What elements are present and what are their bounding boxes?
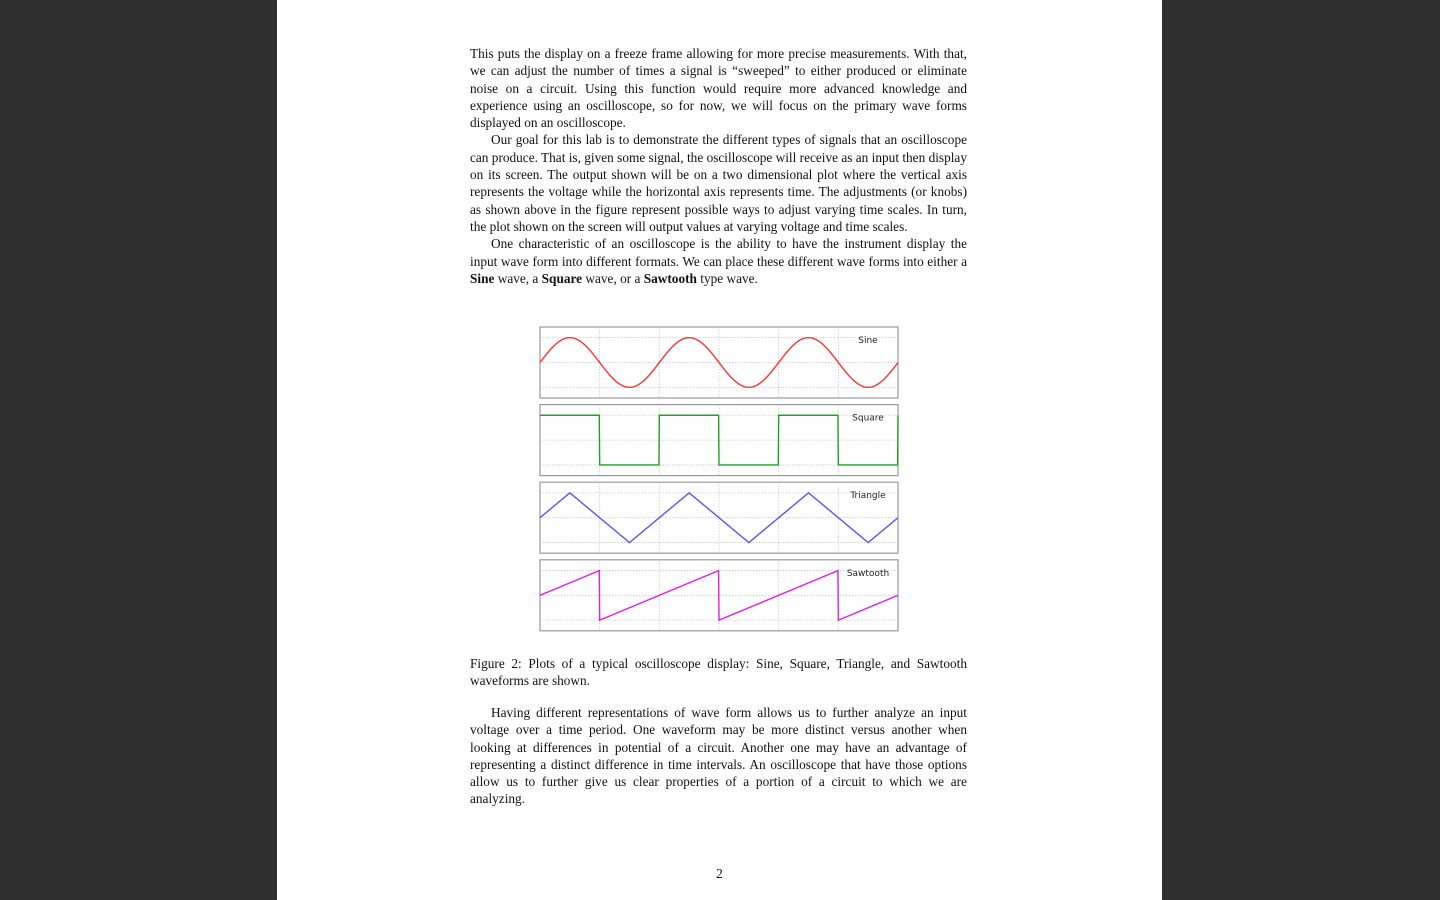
page-number: 2 xyxy=(716,866,723,881)
body-text-after-figure xyxy=(470,704,967,808)
paragraph-2: Our goal for this lab is to demonstrate the different types of signals that an oscilloscope can produce. That is, given some signal, the oscilloscope will receive as an input then display on its screen. The output shown will be on a two dimensional plot where the vertical axis represents the voltage while the horizontal axis represents time. The adjustments (or knobs) as shown above in the figure represent possible ways to adjust varying time scales. In turn, the plot shown on the screen will output values at varying voltage and time scales. xyxy=(470,132,967,234)
term-sawtooth: Sawtooth xyxy=(643,270,697,286)
paragraph-3 xyxy=(470,235,967,287)
panel-triangle xyxy=(540,482,898,553)
paragraph-1: This puts the display on a freeze frame allowing for more precise measurements. With that, we can adjust the number of times a signal is “sweeped” to either produced or eliminate noise on a circuit. Using this function would require more advanced knowledge and experience using an oscilloscope, so for now, we will focus on the primary wave forms displayed on an oscilloscope. xyxy=(470,46,967,131)
series-label-square: Square xyxy=(852,413,884,424)
paragraph-3-intro: One characteristic of an oscilloscope is the ability to have the instrument display the input wave form into different formats. We can place these different wave forms into either a xyxy=(470,236,967,269)
paragraph-3-end: type wave. xyxy=(700,270,758,286)
body-text xyxy=(470,45,967,287)
waveform-figure xyxy=(539,326,899,632)
series-label-sawtooth: Sawtooth xyxy=(846,568,890,579)
panel-sawtooth xyxy=(540,560,898,631)
paragraph-4: Having different representations of wave form allows us to further analyze an input voltage over a time period. One waveform may be more distinct versus another when looking at differences in potential of a circuit. Another one may have an advantage of representing a distinct difference in time intervals. An oscilloscope that have those options allow us to further give us clear properties of a portion of a circuit to which we are analyzing. xyxy=(470,705,967,807)
panel-square xyxy=(540,405,898,476)
figure-caption: Figure 2: Plots of a typical oscilloscope display: Sine, Square, Triangle, and Sawtooth waveforms are shown. xyxy=(470,656,967,689)
figure-caption-block xyxy=(470,655,967,690)
term-sine: Sine xyxy=(470,270,495,286)
document-page xyxy=(277,0,1162,900)
waveform-chart xyxy=(539,326,899,632)
series-label-sine: Sine xyxy=(858,336,878,346)
term-square: Square xyxy=(541,270,583,286)
paragraph-3-mid2: wave, or a xyxy=(585,270,641,286)
panel-sine xyxy=(540,327,898,398)
paragraph-3-mid1: wave, a xyxy=(497,270,539,286)
series-label-triangle: Triangle xyxy=(850,491,886,502)
